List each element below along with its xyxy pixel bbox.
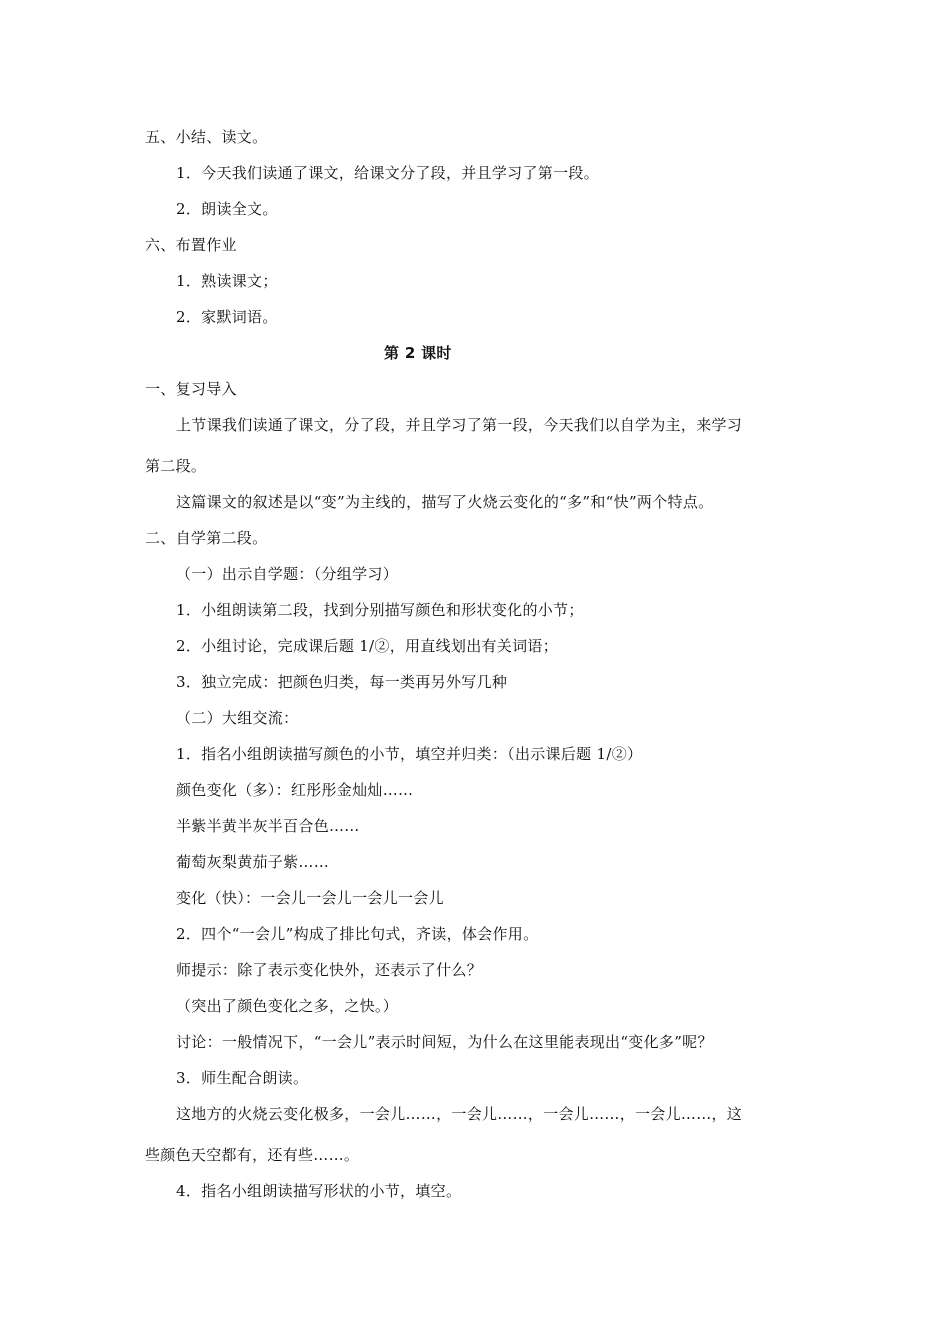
paragraph-line: 颜色变化（多）：红彤彤金灿灿……: [176, 781, 414, 799]
paragraph-line: 这地方的火烧云变化极多，一会儿……，一会儿……，一会儿……，一会儿……，这: [176, 1105, 743, 1123]
list-item: 1．指名小组朗读描写颜色的小节，填空并归类：（出示课后题 1/②）: [176, 745, 643, 763]
paragraph-line: 上节课我们读通了课文，分了段，并且学习了第一段，今天我们以自学为主，来学习: [176, 416, 743, 434]
list-item: 1．小组朗读第二段，找到分别描写颜色和形状变化的小节；: [176, 601, 584, 619]
paragraph-line: 讨论：一般情况下，“一会儿”表示时间短，为什么在这里能表现出“变化多”呢？: [176, 1033, 713, 1051]
paragraph-line: 些颜色天空都有，还有些……。: [145, 1146, 360, 1164]
list-item: 1．今天我们读通了课文，给课文分了段，并且学习了第一段。: [176, 164, 599, 182]
list-item: 2．小组讨论，完成课后题 1/②，用直线划出有关词语；: [176, 637, 559, 655]
list-item: 2．家默词语。: [176, 308, 278, 326]
sub-heading: （二）大组交流：: [176, 709, 299, 727]
sub-heading: （一）出示自学题：（分组学习）: [176, 565, 399, 583]
list-item: 3．独立完成：把颜色归类，每一类再另外写几种: [176, 673, 508, 691]
list-item: 2．四个“一会儿”构成了排比句式，齐读，体会作用。: [176, 925, 539, 943]
lesson-title: 第 2 课时: [384, 344, 452, 362]
paragraph-line: 这篇课文的叙述是以“变”为主线的，描写了火烧云变化的“多”和“快”两个特点。: [176, 493, 714, 511]
list-item: 1．熟读课文；: [176, 272, 278, 290]
list-item: 4．指名小组朗读描写形状的小节，填空。: [176, 1182, 462, 1200]
paragraph-line: 第二段。: [145, 457, 207, 475]
paragraph-line: 葡萄灰梨黄茄子紫……: [176, 853, 330, 871]
section-heading-summary: 五、小结、读文。: [145, 128, 268, 146]
paragraph-line: 师提示：除了表示变化快外，还表示了什么？: [176, 961, 483, 979]
list-item: 2．朗读全文。: [176, 200, 278, 218]
section-heading-homework: 六、布置作业: [145, 236, 237, 254]
paragraph-line: 变化（快）：一会儿一会儿一会儿一会儿: [176, 889, 444, 907]
paragraph-line: （突出了颜色变化之多，之快。）: [176, 997, 399, 1015]
section-heading-review: 一、复习导入: [145, 380, 237, 398]
list-item: 3．师生配合朗读。: [176, 1069, 309, 1087]
section-heading-self-study: 二、自学第二段。: [145, 529, 268, 547]
paragraph-line: 半紫半黄半灰半百合色……: [176, 817, 360, 835]
